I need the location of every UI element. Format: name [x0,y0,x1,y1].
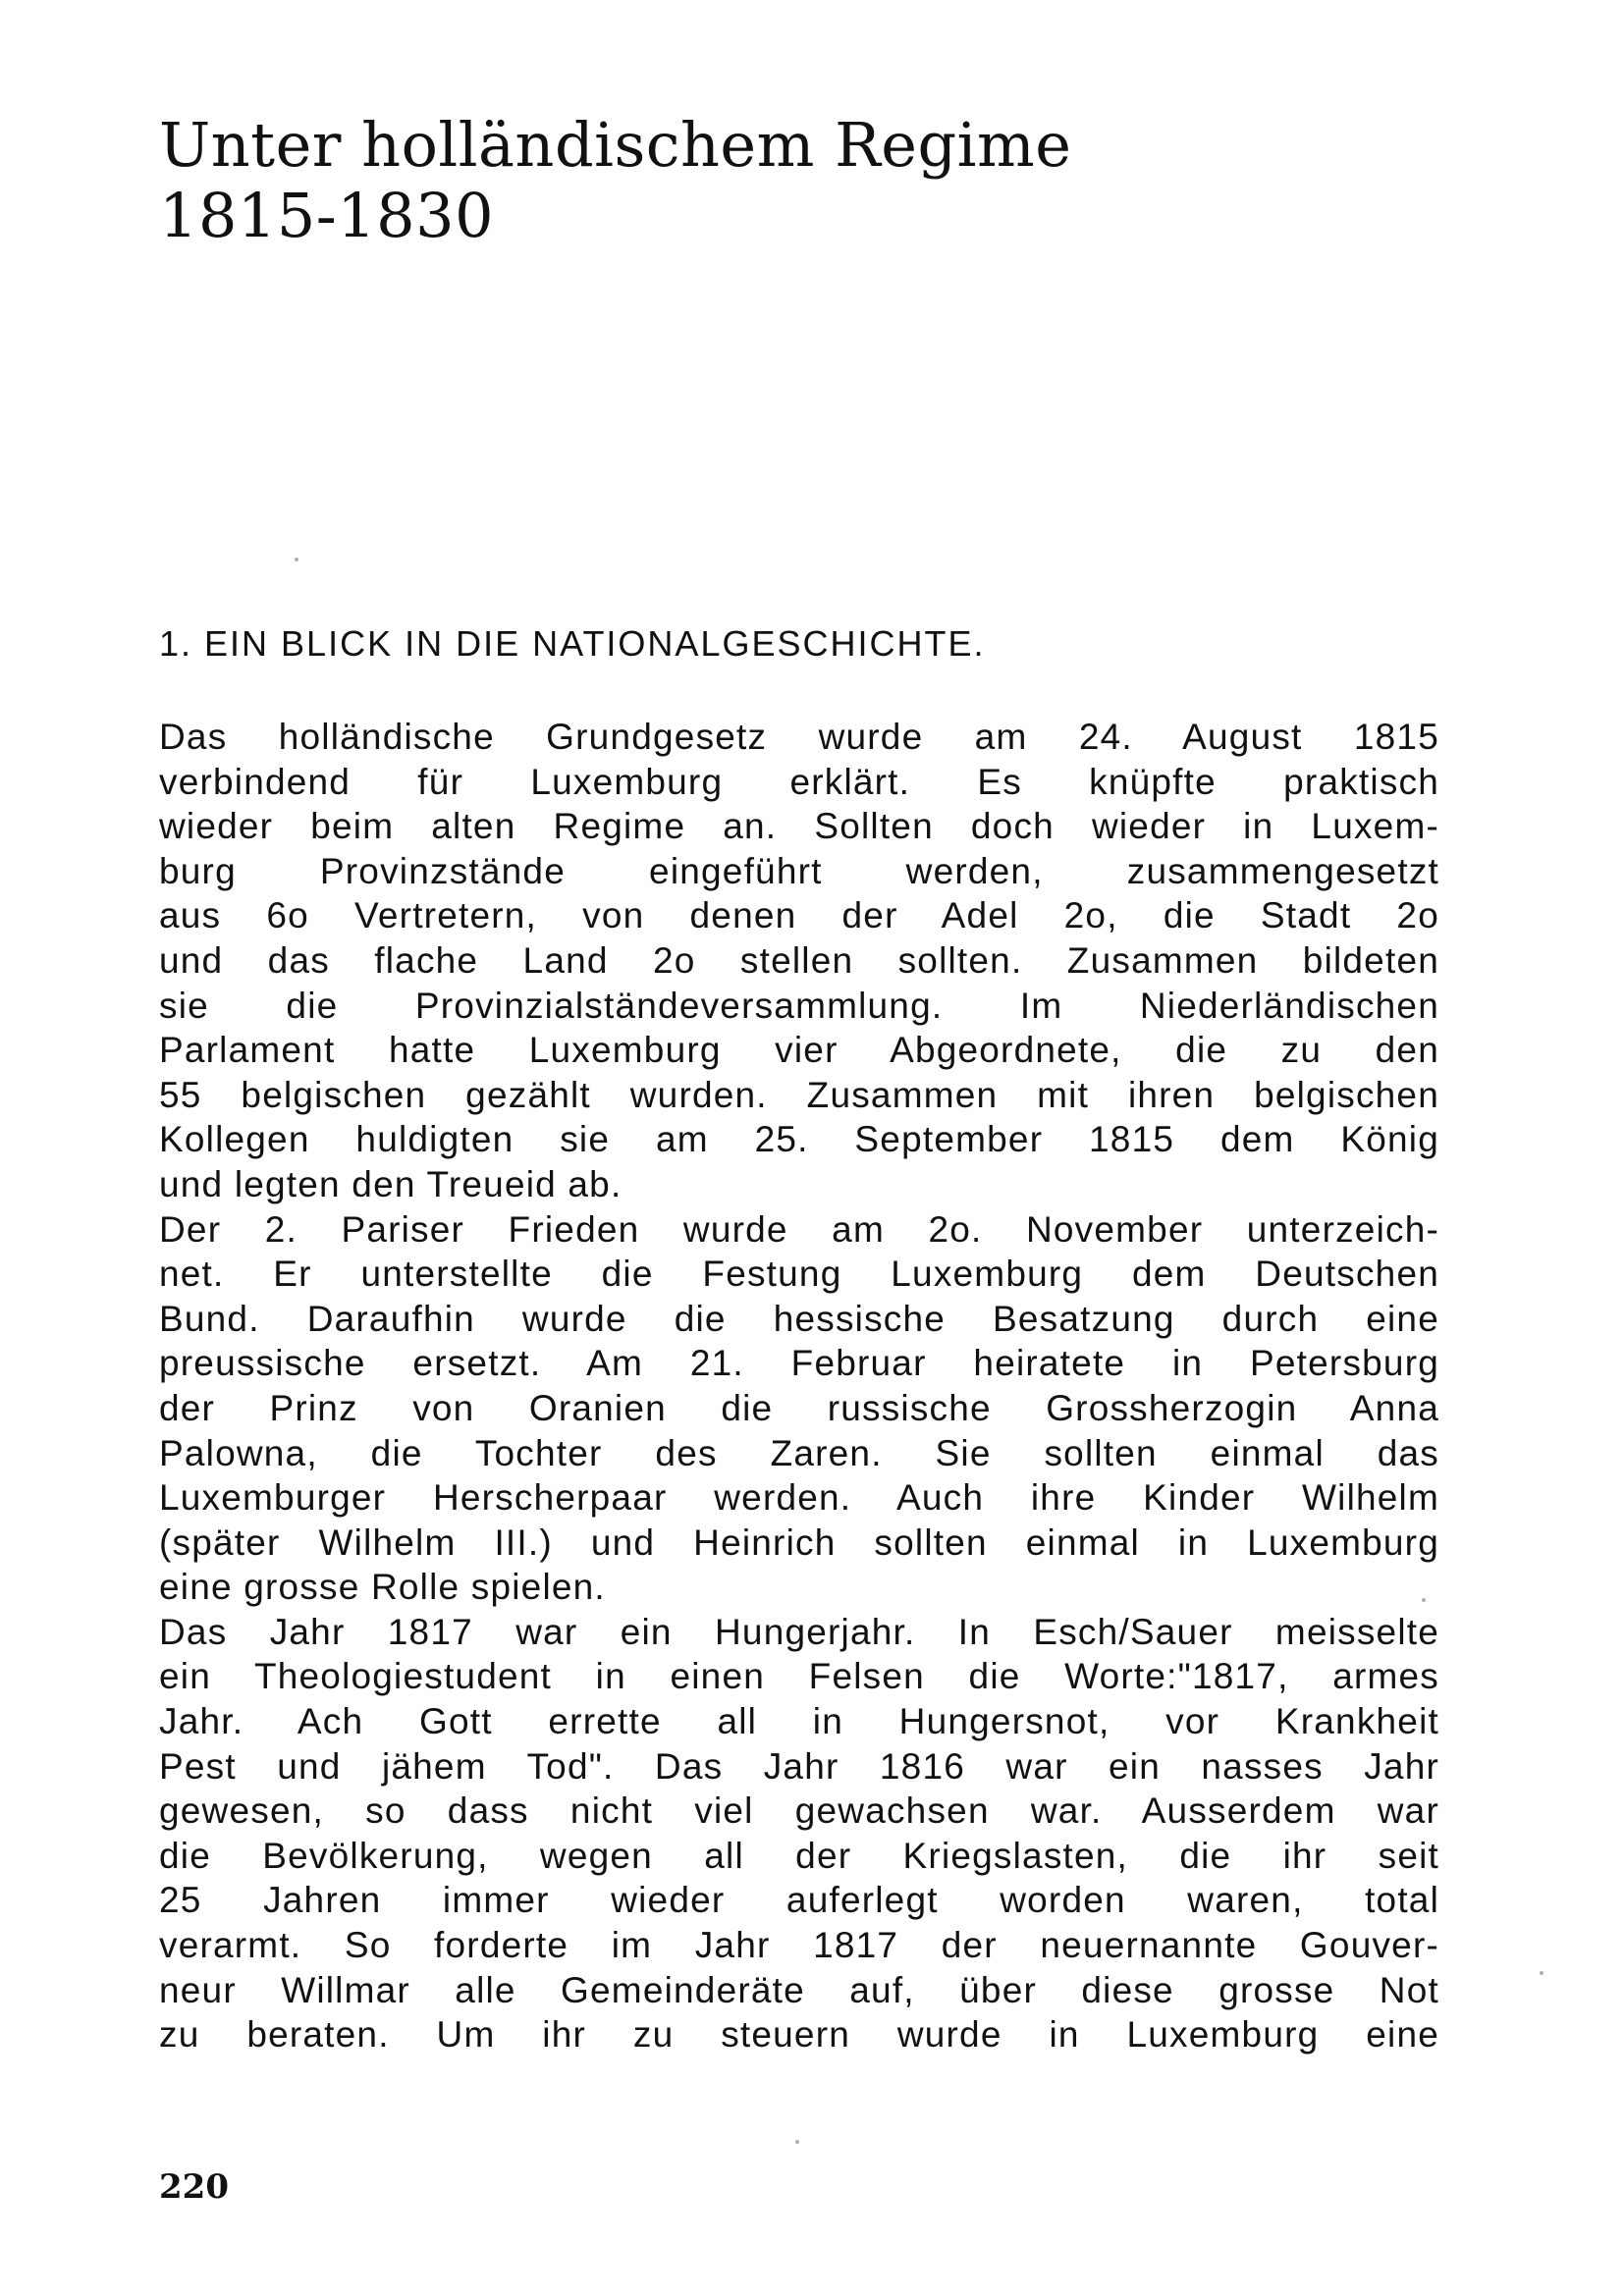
text-line: Der 2. Pariser Frieden wurde am 2o. November unterzeich- [159,1208,1439,1250]
text-line: eine grosse Rolle spielen. [159,1567,606,1608]
text-line: net. Er unterstellte die Festung Luxemburg dem Deutschen [159,1254,1439,1295]
text-line: aus 6o Vertretern, von denen der Adel 2o, die Stadt 2o [159,895,1439,936]
text-line: und legten den Treueid ab. [159,1163,623,1204]
scan-speck [795,2140,799,2144]
text-line: Kollegen huldigten sie am 25. September 1815 dem König [159,1119,1439,1160]
text-line: verbindend für Luxemburg erklärt. Es knüpfte praktisch [159,761,1439,802]
page-title-line-1: Unter holländischem Regime [159,109,1072,181]
text-line: 25 Jahren immer wieder auferlegt worden waren, total [159,1880,1439,1921]
scan-speck [295,558,298,561]
text-line: burg Provinzstände eingeführt werden, zusammengesetzt [159,850,1439,891]
section-heading: 1. EIN BLICK IN DIE NATIONALGESCHICHTE. [159,623,986,664]
text-line: neur Willmar alle Gemeinderäte auf, über diese grosse Not [159,1969,1439,2010]
text-line: wieder beim alten Regime an. Sollten doch wieder in Luxem- [159,806,1439,847]
page-title [159,110,1435,251]
text-line: preussische ersetzt. Am 21. Februar heiratete in Petersburg [159,1343,1439,1384]
text-line: sie die Provinzialständeversammlung. Im Niederländischen [159,985,1439,1026]
text-line: (später Wilhelm III.) und Heinrich sollten einmal in Luxemburg [159,1522,1439,1563]
text-line: und das flache Land 2o stellen sollten. Zusammen bildeten [159,939,1439,981]
text-line: gewesen, so dass nicht viel gewachsen war. Ausserdem war [159,1790,1439,1832]
text-line: 55 belgischen gezählt wurden. Zusammen mit ihren belgischen [159,1074,1439,1115]
page-number: 220 [159,2167,229,2207]
text-line: der Prinz von Oranien die russische Grossherzogin Anna [159,1387,1439,1428]
text-line: Das Jahr 1817 war ein Hungerjahr. In Esch/Sauer meisselte [159,1611,1439,1652]
text-line: Bund. Daraufhin wurde die hessische Besatzung durch eine [159,1298,1439,1339]
text-line: Pest und jähem Tod". Das Jahr 1816 war ein nasses Jahr [159,1745,1439,1787]
text-line: Palowna, die Tochter des Zaren. Sie sollten einmal das [159,1432,1439,1473]
text-line: Parlament hatte Luxemburg vier Abgeordnete, die zu den [159,1030,1439,1071]
text-line: Jahr. Ach Gott errette all in Hungersnot, vor Krankheit [159,1701,1439,1742]
page-title-line-2: 1815-1830 [159,180,495,251]
text-line: Das holländische Grundgesetz wurde am 24. August 1815 [159,717,1439,757]
scan-speck [1422,1598,1426,1602]
text-line: ein Theologiestudent in einen Felsen die Worte:"1817, armes [159,1656,1439,1697]
text-line: die Bevölkerung, wegen all der Kriegslasten, die ihr seit [159,1835,1439,1876]
text-line: zu beraten. Um ihr zu steuern wurde in Luxemburg eine [159,2014,1439,2056]
text-line: Luxemburger Herscherpaar werden. Auch ihre Kinder Wilhelm [159,1477,1439,1519]
text-line: verarmt. So forderte im Jahr 1817 der neuernannte Gouver- [159,1925,1439,1966]
scan-speck [1540,1971,1543,1975]
body-text [159,715,1439,2057]
